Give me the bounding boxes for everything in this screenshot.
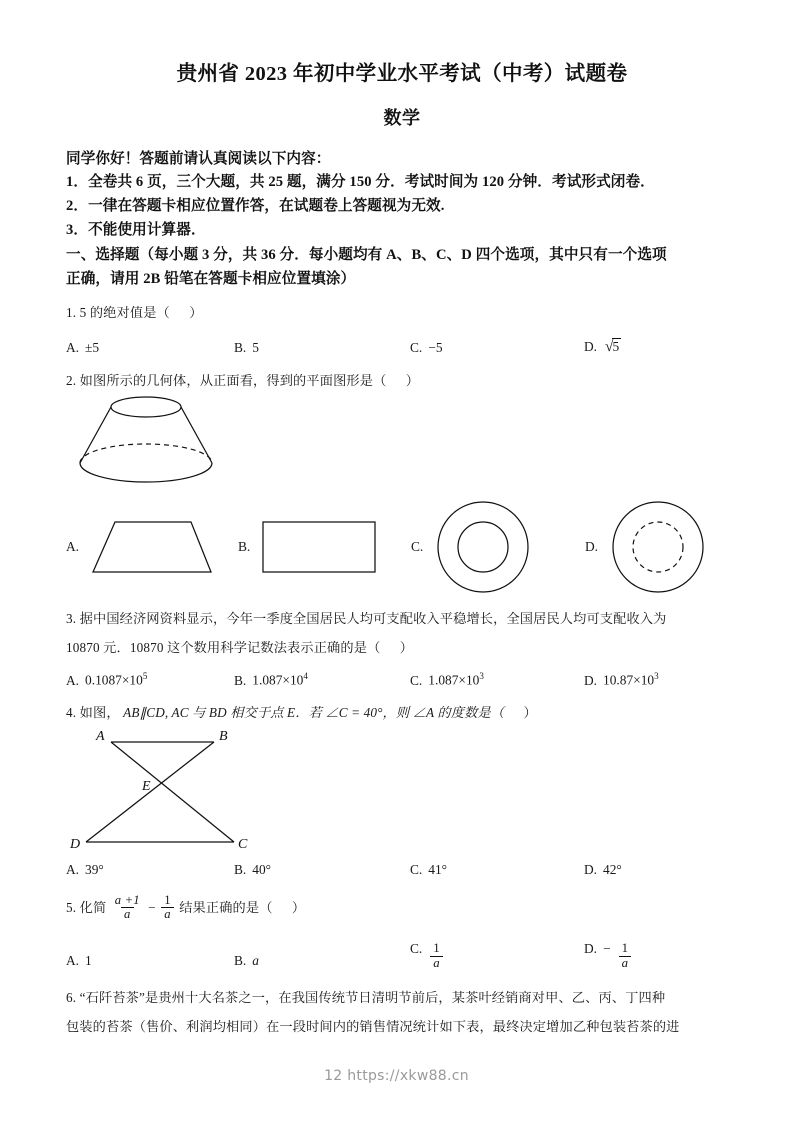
- question-4-option-b[interactable]: [234, 860, 410, 881]
- question-3-option-c[interactable]: [410, 669, 584, 691]
- instruction-item-1: 1．全卷共 6 页，三个大题，共 25 题，满分 150 分．考试时间为 120 分钟．考试形式闭卷．: [66, 174, 655, 191]
- question-3-options: [66, 669, 738, 691]
- option-label: A.: [66, 672, 80, 688]
- fraction-denominator: a: [121, 907, 133, 922]
- question-6-number: 6.: [66, 989, 77, 1005]
- fraction-numerator: 1: [433, 940, 440, 955]
- question-1-text: 5 的绝对值是（: [79, 305, 170, 321]
- question-4-figure: [66, 724, 738, 856]
- question-5-stem: [66, 892, 738, 923]
- frustum-cone-icon: [66, 391, 226, 491]
- question-5-option-c[interactable]: [410, 939, 584, 972]
- fraction-numerator: a +1: [114, 892, 140, 907]
- annulus-dashed-inner-icon: [606, 497, 710, 597]
- mantissa: 0.1087×10: [85, 672, 143, 688]
- question-5-number: 5.: [66, 899, 77, 915]
- radicand: 5: [612, 338, 620, 354]
- vertex-label-A: A: [96, 728, 105, 744]
- question-2-figure-frustum: [66, 391, 738, 491]
- option-value: [428, 669, 484, 691]
- section-heading-line-2: 正确，请用 2B 铅笔在答题卡相应位置填涂）: [66, 270, 356, 287]
- fraction-a-plus-1-over-a: [112, 894, 143, 922]
- option-value: [252, 669, 308, 691]
- option-value: ±5: [85, 340, 100, 356]
- option-value: 42°: [603, 861, 622, 877]
- question-5-option-d[interactable]: [584, 939, 734, 972]
- question-3-paren-close: ）: [399, 639, 414, 655]
- question-4-number: 4.: [66, 705, 77, 721]
- question-3-option-d[interactable]: [584, 669, 734, 691]
- question-2-paren-close: ）: [405, 372, 420, 388]
- question-5-text-pre: 化简: [79, 899, 107, 915]
- question-2-number: 2.: [66, 372, 77, 388]
- page-watermark: 12 https://xkw88.cn: [324, 1068, 469, 1084]
- question-2-option-b[interactable]: [238, 516, 411, 578]
- question-1-options: [66, 335, 738, 359]
- question-6-text-1: “石阡苔茶”是贵州十大名茶之一，在我国传统节日清明节前后，某茶叶经销商对甲、乙、丙、丁四种: [79, 989, 666, 1005]
- question-2-option-a[interactable]: [66, 516, 238, 578]
- question-3-text-1: 据中国经济网资料显示，今年一季度全国居民人均可支配收入平稳增长，全国居民人均可支配收入为: [79, 611, 667, 627]
- question-1-stem: [66, 303, 738, 323]
- vertex-label-D: D: [70, 836, 81, 852]
- option-value: 1: [85, 952, 92, 968]
- mantissa: 1.087×10: [428, 672, 480, 688]
- crossed-lines-figure-icon: [66, 724, 276, 856]
- question-4: [66, 703, 738, 880]
- option-value: 40°: [252, 861, 272, 877]
- negative-sign: −: [603, 940, 611, 956]
- question-4-option-a[interactable]: [66, 860, 234, 881]
- vertex-label-E: E: [142, 778, 151, 794]
- option-label: A.: [66, 861, 80, 877]
- option-value: [603, 669, 659, 691]
- question-2-stem: [66, 371, 738, 391]
- question-6-stem: [66, 988, 738, 1038]
- instructions-block: [66, 148, 738, 243]
- minus-sign: −: [148, 899, 156, 915]
- option-value: −5: [428, 340, 443, 356]
- subject-title: 数学: [383, 107, 421, 128]
- question-2-option-d[interactable]: [585, 497, 735, 597]
- question-1-number: 1.: [66, 305, 77, 321]
- question-4-text-pre: 如图，: [79, 705, 120, 721]
- question-3: [66, 609, 738, 691]
- page-title: 贵州省 2023 年初中学业水平考试（中考）试题卷: [176, 63, 628, 85]
- vertex-label-C: C: [238, 836, 248, 852]
- question-3-line-1: [66, 609, 738, 629]
- question-2-options: [66, 497, 738, 597]
- mantissa: 10.87×10: [603, 672, 655, 688]
- fraction-1-over-a: [430, 942, 442, 971]
- question-6-line-1: [66, 988, 738, 1008]
- page-content: [66, 0, 738, 1038]
- question-3-stem: [66, 609, 738, 658]
- question-5-paren-close: ）: [291, 899, 306, 915]
- vertex-label-B: B: [219, 728, 228, 744]
- fraction-numerator: 1: [164, 892, 171, 907]
- question-3-number: 3.: [66, 611, 77, 627]
- question-3-option-a[interactable]: [66, 669, 234, 691]
- question-3-text-2: 10870 元．10870 这个数用科学记数法表示正确的是（: [66, 639, 381, 655]
- option-label: A.: [66, 952, 80, 968]
- fraction-1-over-a: [161, 894, 173, 922]
- question-4-paren-close: ）: [523, 705, 537, 721]
- option-label: D.: [585, 538, 599, 554]
- option-label: D.: [584, 861, 598, 877]
- mantissa: 1.087×10: [252, 672, 304, 688]
- trapezoid-icon: [87, 516, 215, 578]
- fraction-denominator: a: [430, 956, 442, 971]
- instruction-item-3: 3．不能使用计算器．: [66, 221, 206, 238]
- question-6-text-2: 包装的苔茶（售价、利润均相同）在一段时间内的销售情况统计如下表，最终决定增加乙种包装苔茶的进: [66, 1019, 680, 1035]
- option-value: [85, 669, 147, 691]
- option-label: C.: [410, 340, 423, 356]
- option-label: C.: [410, 940, 423, 956]
- option-label: D.: [584, 940, 598, 956]
- option-label: D.: [584, 338, 598, 354]
- option-value: a: [252, 952, 259, 968]
- rectangle-icon: [258, 516, 380, 578]
- option-label: B.: [234, 340, 247, 356]
- option-value: 5: [252, 340, 259, 356]
- square-root-expression: √5: [605, 337, 620, 355]
- fraction-1-over-a: [619, 942, 631, 971]
- question-2-text: 如图所示的几何体，从正面看，得到的平面图形是（: [79, 372, 387, 388]
- question-4-option-c[interactable]: [410, 860, 584, 881]
- option-value: 41°: [428, 861, 448, 877]
- option-label: B.: [238, 538, 251, 554]
- question-1: [66, 303, 738, 358]
- exponent: 5: [142, 671, 148, 682]
- question-6-line-2: [66, 1017, 738, 1037]
- exponent: 3: [654, 671, 659, 682]
- exponent: 3: [479, 671, 484, 682]
- question-1-option-b[interactable]: [234, 338, 410, 359]
- question-1-option-d[interactable]: [584, 335, 734, 359]
- option-value: 39°: [85, 861, 104, 877]
- option-label: B.: [234, 861, 247, 877]
- option-label: B.: [234, 672, 247, 688]
- option-label: D.: [584, 672, 598, 688]
- question-5-text-post: 结果正确的是（: [179, 899, 273, 915]
- question-1-option-c[interactable]: [410, 338, 584, 359]
- question-5-options: [66, 939, 738, 972]
- fraction-denominator: a: [161, 907, 173, 922]
- question-3-option-b[interactable]: [234, 669, 410, 691]
- question-4-option-d[interactable]: [584, 860, 734, 881]
- question-1-paren-close: ）: [189, 305, 203, 321]
- question-2-option-c[interactable]: [411, 497, 585, 597]
- instructions-greeting: 同学你好！答题前请认真阅读以下内容：: [66, 150, 331, 167]
- option-label: C.: [410, 672, 423, 688]
- question-5-option-a[interactable]: [66, 951, 234, 972]
- question-5-option-b[interactable]: [234, 951, 410, 972]
- annulus-solid-icon: [431, 497, 535, 597]
- fraction-denominator: a: [619, 956, 631, 971]
- question-1-option-a[interactable]: [66, 338, 234, 359]
- option-label: A.: [66, 340, 80, 356]
- option-label: C.: [410, 861, 423, 877]
- question-4-stem: [66, 703, 738, 723]
- question-4-math: AB∥CD, AC 与 BD 相交于点 E．若 ∠C = 40°，则 ∠A 的度数是（: [123, 705, 505, 721]
- question-2: [66, 371, 738, 597]
- option-label: A.: [66, 538, 80, 554]
- question-4-options: [66, 860, 738, 881]
- question-5: [66, 892, 738, 972]
- question-3-line-2: [66, 638, 738, 658]
- option-label: B.: [234, 952, 247, 968]
- section-heading-multiple-choice: [66, 244, 738, 291]
- question-6: [66, 988, 738, 1038]
- exponent: 4: [303, 671, 308, 682]
- instruction-item-2: 2．一律在答题卡相应位置作答，在试题卷上答题视为无效.: [66, 197, 445, 214]
- option-label: C.: [411, 538, 424, 554]
- fraction-numerator: 1: [621, 940, 629, 955]
- section-heading-line-1: 一、选择题（每小题 3 分，共 36 分．每小题均有 A、B、C、D 四个选项，其中只有一个选项: [66, 247, 667, 264]
